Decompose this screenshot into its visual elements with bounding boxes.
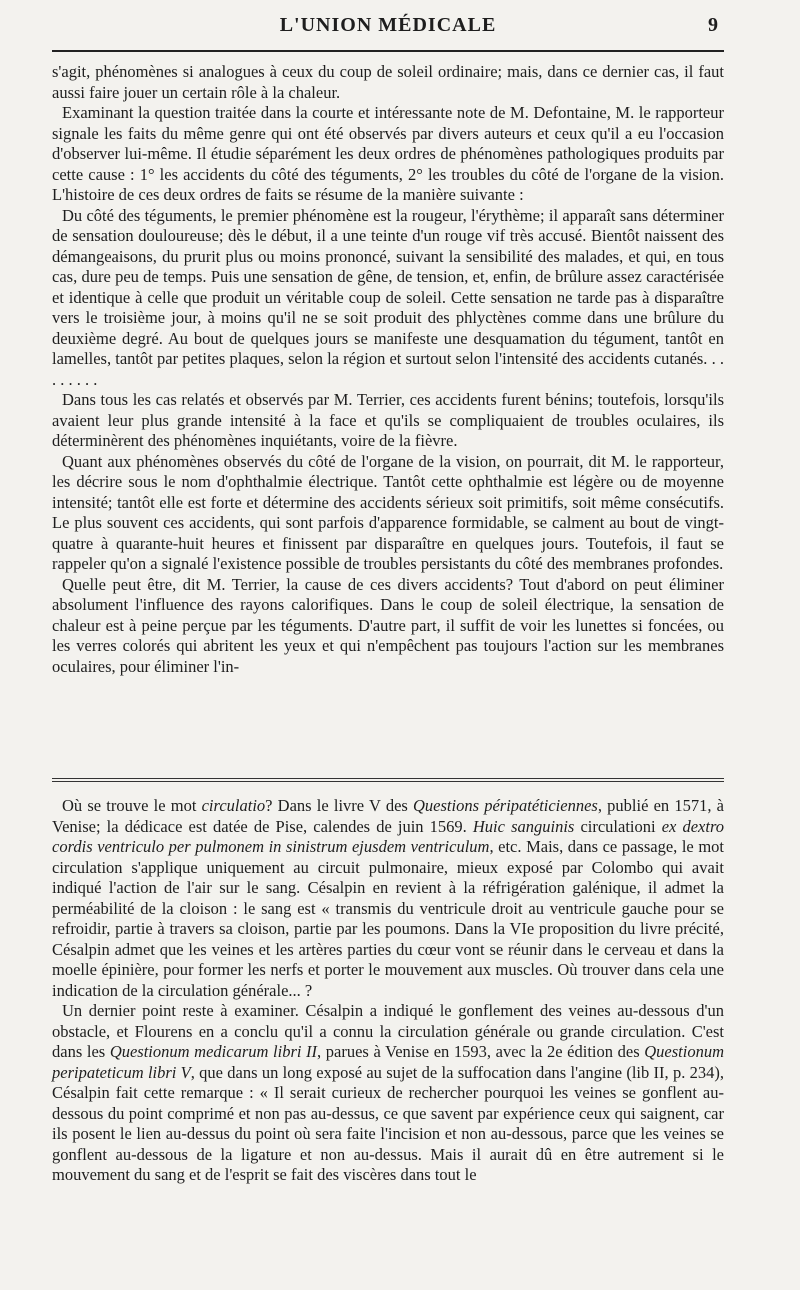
paragraph: s'agit, phénomènes si analogues à ceux du coup de soleil ordinaire; mais, dans ce dernier cas, il faut aussi faire jouer un certain rôle à la chaleur. [52,62,724,102]
paragraph: Dans tous les cas relatés et observés par M. Terrier, ces accidents furent bénins; toutefois, lorsqu'ils avaient leur plus grande intensité à la face et qu'ils se compliquaient de troubles oculaires, ils déterminèrent des phénomènes inquiétants, voire de la fièvre. [52,390,724,450]
section-divider [52,778,724,782]
page-number: 9 [708,14,718,36]
paragraph: Quant aux phénomènes observés du côté de l'organe de la vision, on pourrait, dit M. le rapporteur, les décrire sous le nom d'ophthalmie électrique. Tantôt cette ophthalmie est légère ou de moyenne intensité; tantôt elle est forte et détermine des accidents sérieux soit primitifs, soit même consécutifs. Le plus souvent ces accidents, qui sont parfois d'apparence formidable, se calment au bout de vingt-quatre à quarante-huit heures et finissent par disparaître en quelques jours. Toutefois, il faut se rappeler qu'on a signalé l'existence possible de troubles persistants du côté des membranes profondes. [52,451,724,573]
main-text [52,62,724,677]
footnote-text [52,796,724,1186]
journal-title: L'UNION MÉDICALE [279,14,497,36]
header-rule [52,50,724,52]
note-paragraph: Un dernier point reste à examiner. Césalpin a indiqué le gonflement des veines au-dessous d'un obstacle, et Flourens en a conclu qu'il a connu la circulation générale ou grande circulation. C'est dans les Questionum medicarum libri II, parues à Venise en 1593, avec la 2e édition des Questionum peripateticum libri V, que dans un long exposé au sujet de la suffocation dans l'angine (lib II, p. 234), Césalpin fait cette remarque : « Il serait curieux de rechercher pourquoi les veines se gonflent au-dessous du point comprimé et non pas au-dessus, ce que savent par expérience ceux qui saignent, car ils posent le lien au-dessus du point où sera faite l'incision et non au-dessous, parce que les veines se gonflent au-dessous de la ligature et non au-dessus. Mais il aurait dû en être autrement si le mouvement du sang et de l'esprit se fait des viscères dans tout le [52,1001,725,1184]
paragraph: Du côté des téguments, le premier phénomène est la rougeur, l'érythème; il apparaît sans déterminer de sensation douloureuse; dès le début, il a une teinte d'un rouge vif très accusé. Bientôt naissent des démangeaisons, du prurit plus ou moins prononcé, suivant la sensibilité des malades, et qui, en tous cas, dure peu de temps. Puis une sensation de gêne, de tension, et, enfin, de brûlure assez caractérisée et identique à celle que produit un véritable coup de soleil. Cette sensation ne tarde pas à disparaître vers le troisième jour, à moins qu'il ne se soit produit des phlyctènes comme dans une brûlure du deuxième degré. Au bout de quelques jours se manifeste une desquamation du tégument, tantôt en lamelles, tantôt par petites plaques, selon la région et surtout selon l'intensité des accidents cutanés. . . . . . . . . [52,205,724,389]
note-paragraph: Où se trouve le mot circulatio? Dans le livre V des Questions péripatéticiennes, publié en 1571, à Venise; la dédicace est datée de Pise, calendes de juin 1569. Huic sanguinis circulationi ex dextro cordis ventriculo per pulmonem in sinistrum ejusdem ventriculum, etc. Mais, dans ce passage, le mot circulation s'applique uniquement au circuit pulmonaire, mieux exposé par Colombo qui avait indiqué l'action de l'air sur le sang. Césalpin en revient à la réfrigération galénique, il admet la perméabilité de la cloison : le sang est « transmis du ventricule droit au ventricule gauche pour se refroidir, partie à travers sa cloison, partie par les poumons. Dans la VIe proposition du livre précité, Césalpin admet que les veines et les artères parties du cœur vont se réunir dans le cerveau et dans la moelle épinière, pour former les nerfs et porter le mouvement aux muscles. Où trouver dans cela une indication de la circulation générale... ? [52,796,725,1000]
paragraph: Quelle peut être, dit M. Terrier, la cause de ces divers accidents? Tout d'abord on peut éliminer absolument l'influence des rayons calorifiques. Dans le coup de soleil électrique, la sensation de chaleur est à peine perçue par les téguments. D'autre part, il suffit de voir les lunettes si foncées, ou les verres colorés qui abritent les yeux et qui n'empêchent pas toujours l'action sur les membranes oculaires, pour éliminer l'in- [52,574,724,676]
paragraph: Examinant la question traitée dans la courte et intéressante note de M. Defontaine, M. le rapporteur signale les faits du même genre qui ont été observés par divers auteurs et ceux qu'il a eu l'occasion d'observer lui-même. Il étudie séparément les deux ordres de phénomènes pathologiques produits par cette cause : 1° les accidents du côté des téguments, 2° les troubles du côté de l'organe de la vision. L'histoire de ces deux ordres de faits se résume de la manière suivante : [52,103,724,204]
running-header [52,12,724,42]
